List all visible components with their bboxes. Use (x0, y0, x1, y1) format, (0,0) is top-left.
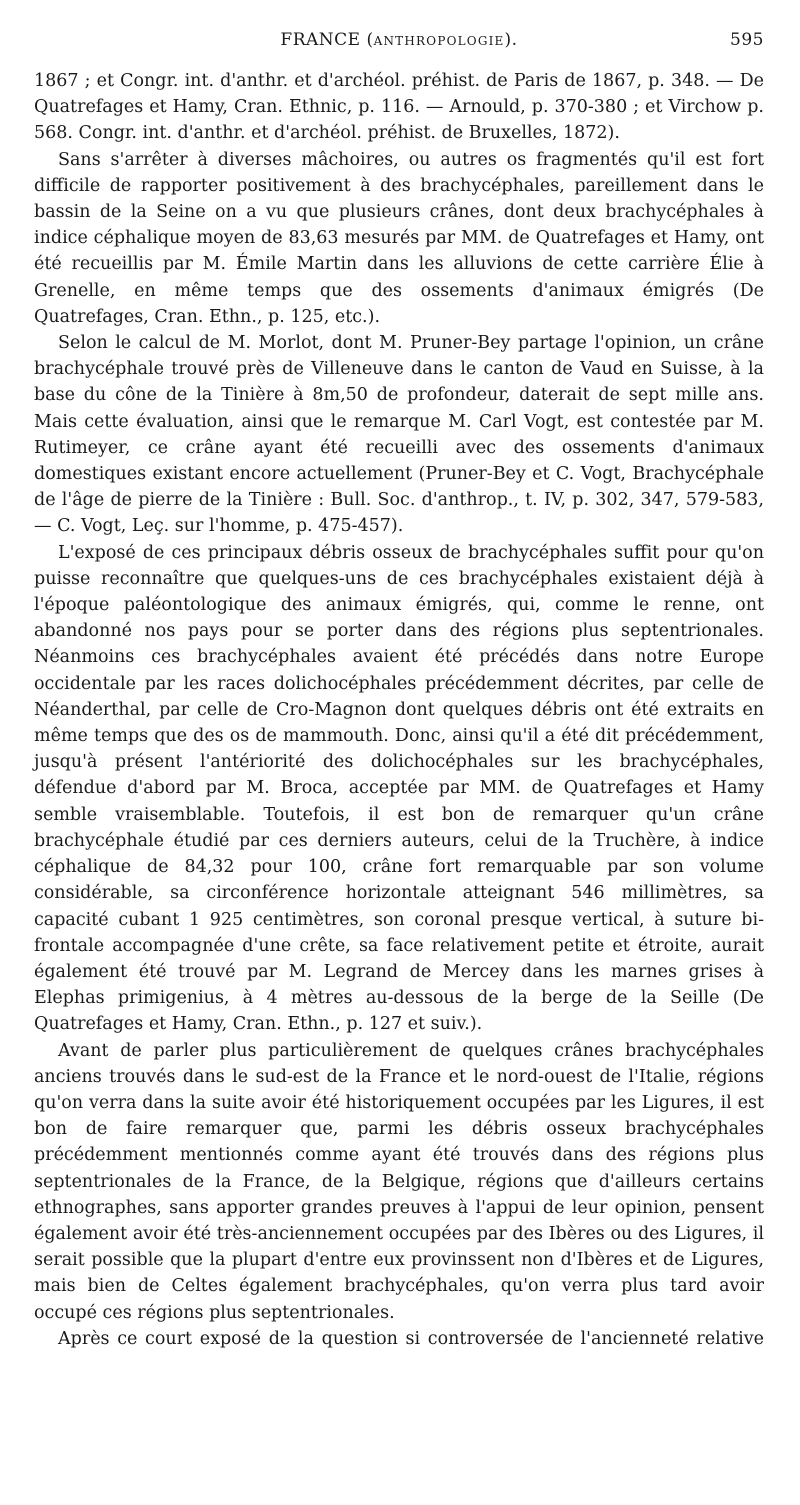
paragraph-continued-references: 1867 ; et Congr. int. d'anthr. et d'archéol. préhist. de Paris de 1867, p. 348. — De Quatrefages et Hamy, Cran. Ethnic, p. 116. — Arnould, p. 370-380 ; et Virchow p. 568. Congr. int. d'anthr. et d'archéol. préhist. de Bruxelles, 1872). (34, 71, 764, 144)
body-text (34, 68, 764, 1352)
running-header (34, 28, 764, 58)
page-number: 595 (730, 30, 764, 50)
paragraph-apres-expose: Après ce court exposé de la question si controversée de l'ancienneté relative (58, 1328, 764, 1349)
paragraph-ligures: Avant de parler plus particulièrement de quelques crânes brachycéphales anciens trouvés dans le sud-est de la France et le nord-ouest de l'Italie, régions qu'on verra dans la suite avoir été historiquement occupées par les Ligures, il est bon de faire remarquer que, parmi les débris osseux brachycéphales précédemment mentionnés comme ayant été trouvés dans des régions plus septentrionales de la France, de la Belgique, régions que d'ailleurs certains ethnographes, sans apporter grandes preuves à l'appui de leur opinion, pensent également avoir été très-anciennement occupées par des Ibères ou des Ligures, il serait possible que la plupart d'entre eux provinssent non d'Ibères et de Ligures, mais bien de Celtes également brachycéphales, qu'on verra plus tard avoir occupé ces régions plus septentrionales. (34, 1040, 764, 1323)
paragraph-morlot-calculation: Selon le calcul de M. Morlot, dont M. Pruner-Bey partage l'opinion, un crâne brachycéphale trouvé près de Villeneuve dans le canton de Vaud en Suisse, à la base du cône de la Tinière à 8m,50 de profondeur, daterait de sept mille ans. Mais cette évaluation, ainsi que le remarque M. Carl Vogt, est contestée par M. Rutimeyer, ce crâne ayant été recueilli avec des ossements d'animaux domestiques existant encore actuellement (Pruner-Bey et C. Vogt, Brachycéphale de l'âge de pierre de la Tinière : Bull. Soc. d'anthrop., t. IV, p. 302, 347, 579-583, — C. Vogt, Leç. sur l'homme, p. 475-457). (34, 333, 764, 537)
running-title (34, 30, 764, 50)
paragraph-expose-brachycephales: L'exposé de ces principaux débris osseux de brachycéphales suffit pour qu'on puisse reconnaître que quelques-uns de ces brachycéphales existaient déjà à l'époque paléontologique des animaux émigrés, qui, comme le renne, ont abandonné nos pays pour se porter dans des régions plus septentrionales. Néanmoins ces brachycéphales avaient été précédés dans notre Europe occidentale par les races dolichocéphales précédemment décrites, par celle de Néanderthal, par celle de Cro-Magnon dont quelques débris ont été extraits en même temps que des os de mammouth. Donc, ainsi qu'il a été dit précédemment, jusqu'à présent l'antériorité des dolichocéphales sur les brachycéphales, défendue d'abord par M. Broca, acceptée par MM. de Quatrefages et Hamy semble vraisemblable. Toutefois, il est bon de remarquer qu'un crâne brachycéphale étudié par ces derniers auteurs, celui de la Truchère, à indice céphalique de 84,32 pour 100, crâne fort remarquable par son volume considérable, sa circonférence horizontale atteignant 546 millimètres, sa capacité cubant 1 925 centimètres, son coronal presque vertical, à suture bi-frontale accompagnée d'une crête, sa face relativement petite et étroite, aurait également été trouvé par M. Legrand de Mercey dans les marnes grises à Elephas primigenius, à 4 mètres au-dessous de la berge de la Seille (De Quatrefages et Hamy, Cran. Ethn., p. 127 et suiv.). (34, 542, 764, 1035)
page (34, 28, 764, 1352)
title-end: ). (504, 30, 518, 50)
title-small-caps: ANTHROPOLOGIE (373, 34, 505, 48)
paragraph-seine-basin: Sans s'arrêter à diverses mâchoires, ou autres os fragmentés qu'il est fort difficile de rapporter positivement à des brachycéphales, pareillement dans le bassin de la Seine on a vu que plusieurs crânes, dont deux brachycéphales à indice céphalique moyen de 83,63 mesurés par MM. de Quatrefages et Hamy, ont été recueillis par M. Émile Martin dans les alluvions de cette carrière Élie à Grenelle, en même temps que des ossements d'animaux émigrés (De Quatrefages, Cran. Ethn., p. 125, etc.). (34, 149, 764, 327)
title-main: FRANCE ( (280, 30, 374, 50)
